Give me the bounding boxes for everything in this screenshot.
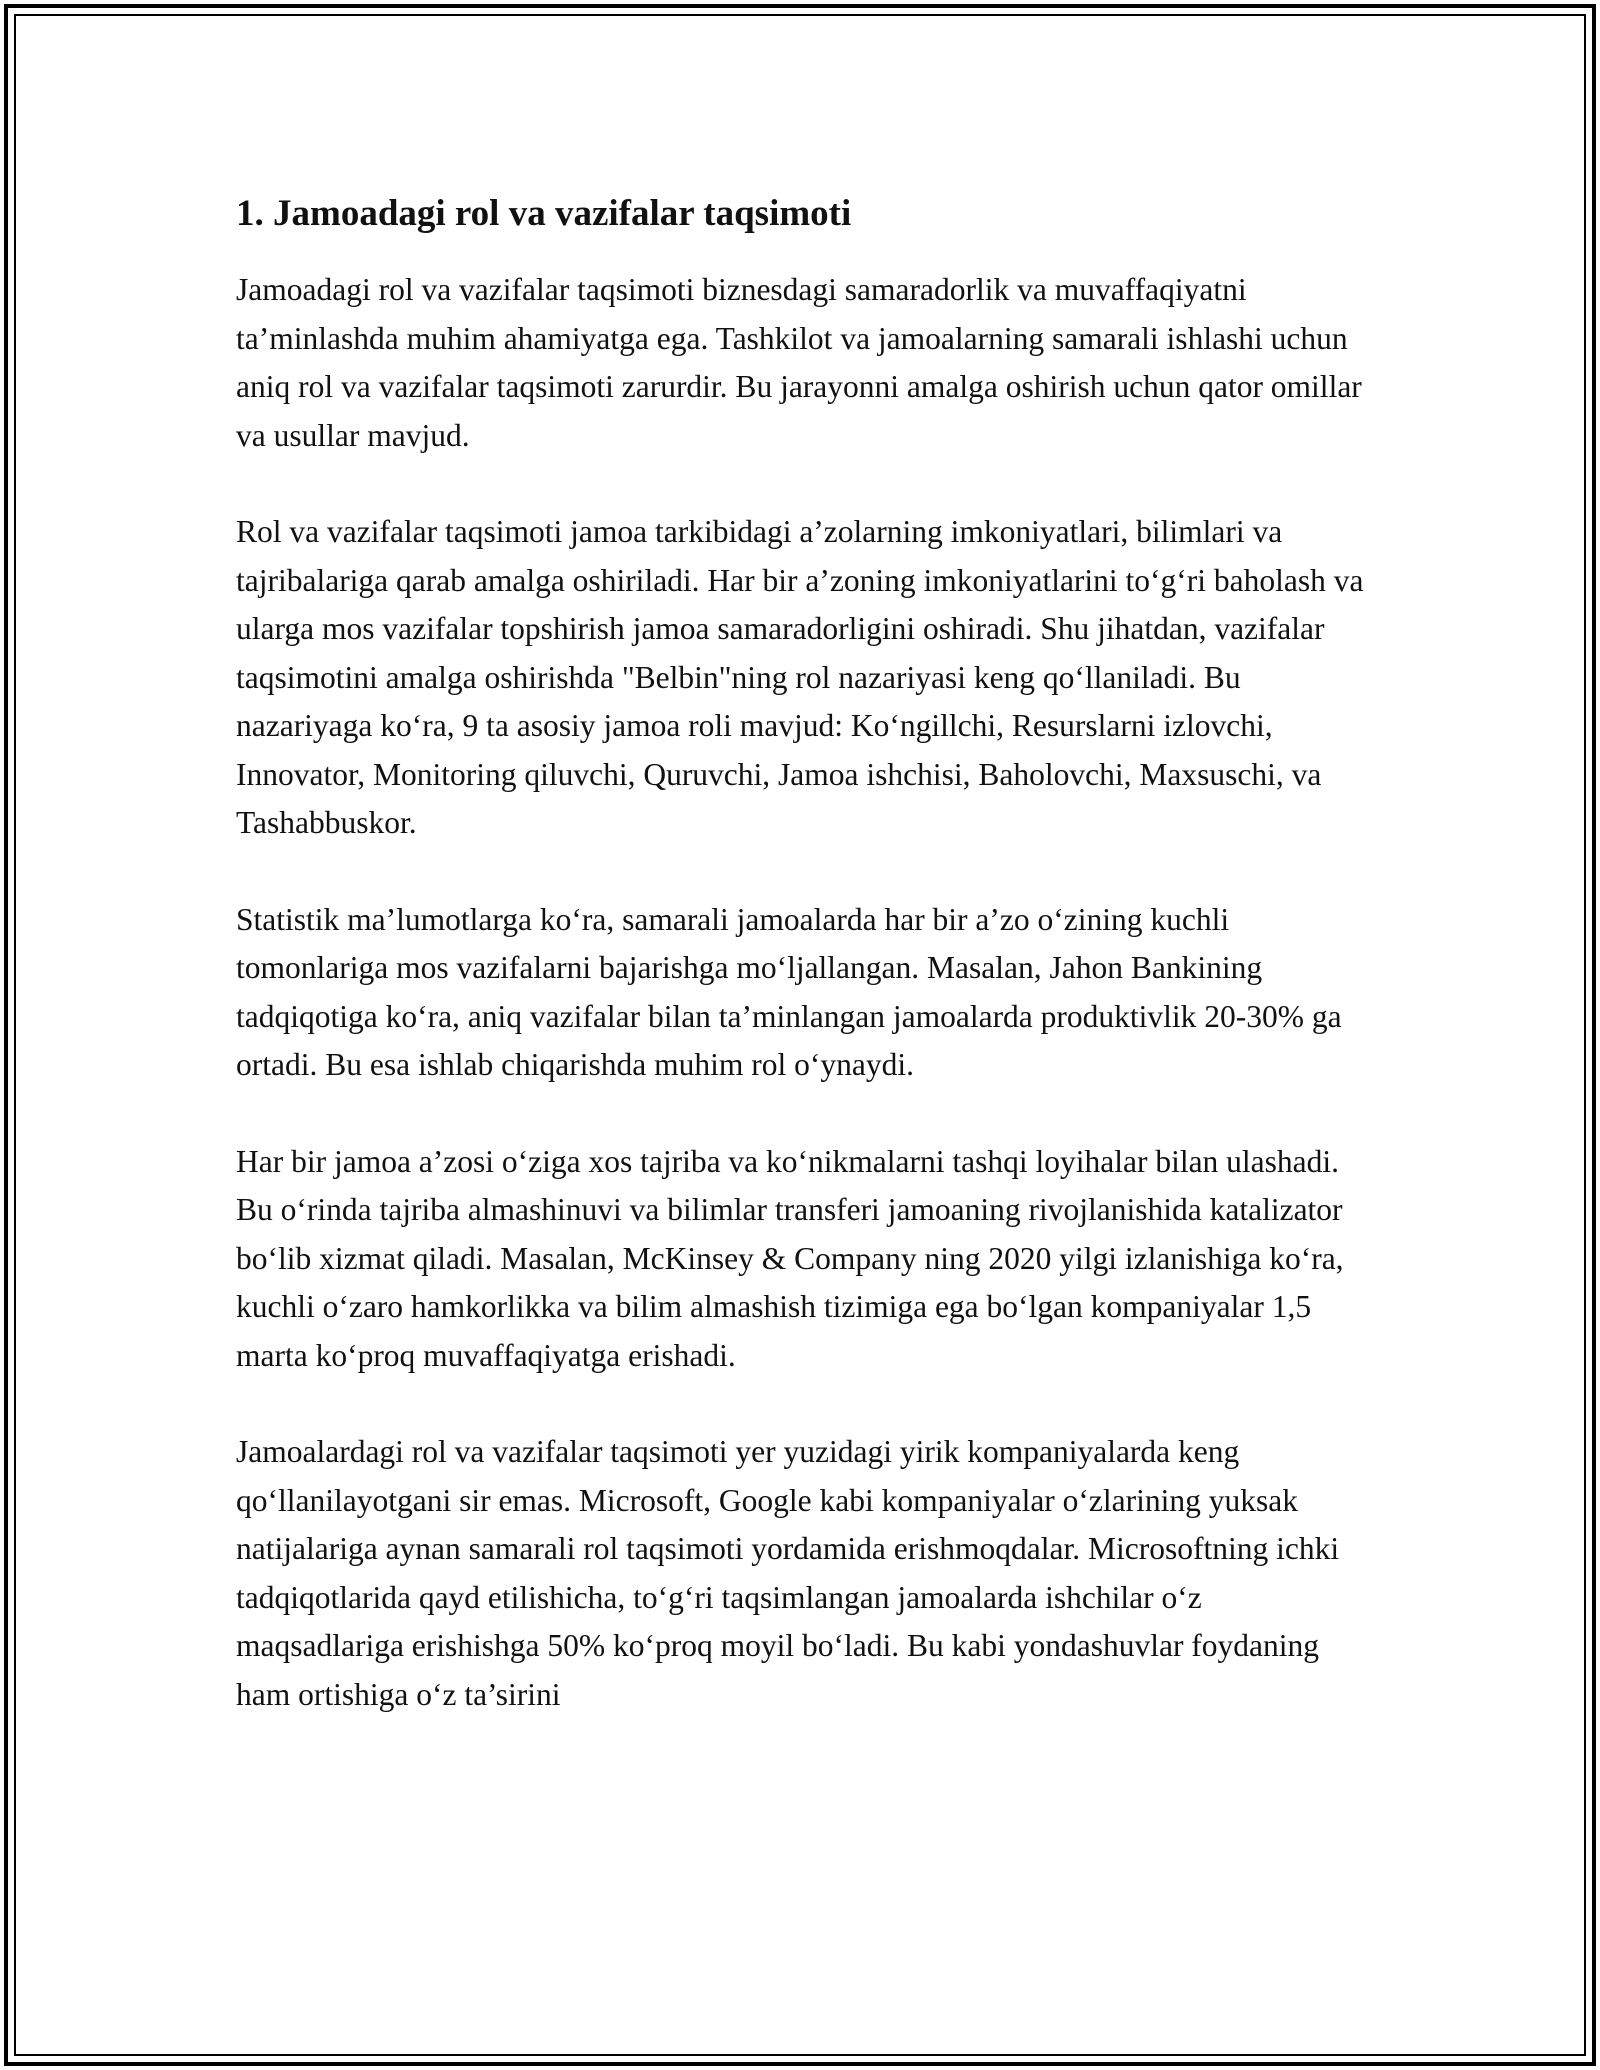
paragraph-3: Statistik ma’lumotlarga ko‘ra, samarali jamoalarda har bir a’zo o‘zining kuchli tomonlariga mos vazifalarni bajarishga mo‘ljallangan. Masalan, Jahon Bankining tadqiqotiga ko‘ra, aniq vazifalar bilan ta’minlangan jamoalarda produktivlik 20-30% ga ortadi. Bu esa ishlab chiqarishda muhim rol o‘ynaydi. — [236, 901, 1342, 1082]
document-body — [236, 190, 1376, 1767]
paragraph-2: Rol va vazifalar taqsimoti jamoa tarkibidagi a’zolarning imkoniyatlari, bilimlari va tajribalariga qarab amalga oshiriladi. Har bir a’zoning imkoniyatlarini to‘g‘ri baholash va ularga mos vazifalar topshirish jamoa samaradorligini oshiradi. Shu jihatdan, vazifalar taqsimotini amalga oshirishda "Belbin"ning rol nazariyasi keng qo‘llaniladi. Bu nazariyaga ko‘ra, 9 ta asosiy jamoa roli mavjud: Ko‘ngillchi, Resurslarni izlovchi, Innovator, Monitoring qiluvchi, Quruvchi, Jamoa ishchisi, Baholovchi, Maxsuschi, va Tashabbuskor. — [236, 514, 1364, 840]
section-heading: 1. Jamoadagi rol va vazifalar taqsimoti — [236, 193, 852, 234]
paragraph-4: Har bir jamoa a’zosi o‘ziga xos tajriba va ko‘nikmalarni tashqi loyihalar bilan ulashadi. Bu o‘rinda tajriba almashinuvi va bilimlar transferi jamoaning rivojlanishida katalizator bo‘lib xizmat qiladi. Masalan, McKinsey & Company ning 2020 yilgi izlanishiga ko‘ra, kuchli o‘zaro hamkorlikka va bilim almashish tizimiga ega bo‘lgan kompaniyalar 1,5 marta ko‘proq muvaffaqiyatga erishadi. — [236, 1143, 1344, 1373]
paragraph-5: Jamoalardagi rol va vazifalar taqsimoti yer yuzidagi yirik kompaniyalarda keng qo‘llanilayotgani sir emas. Microsoft, Google kabi kompaniyalar o‘zlarining yuksak natijalariga aynan samarali rol taqsimoti yordamida erishmoqdalar. Microsoftning ichki tadqiqotlarida qayd etilishicha, to‘g‘ri taqsimlangan jamoalarda ishchilar o‘z maqsadlariga erishishga 50% ko‘proq moyil bo‘ladi. Bu kabi yondashuvlar foydaning ham ortishiga o‘z ta’sirini — [236, 1434, 1340, 1712]
paragraph-1: Jamoadagi rol va vazifalar taqsimoti biznesdagi samaradorlik va muvaffaqiyatni ta’minlashda muhim ahamiyatga ega. Tashkilot va jamoalarning samarali ishlashi uchun aniq rol va vazifalar taqsimoti zarurdir. Bu jarayonni amalga oshirish uchun qator omillar va usullar mavjud. — [236, 272, 1362, 453]
